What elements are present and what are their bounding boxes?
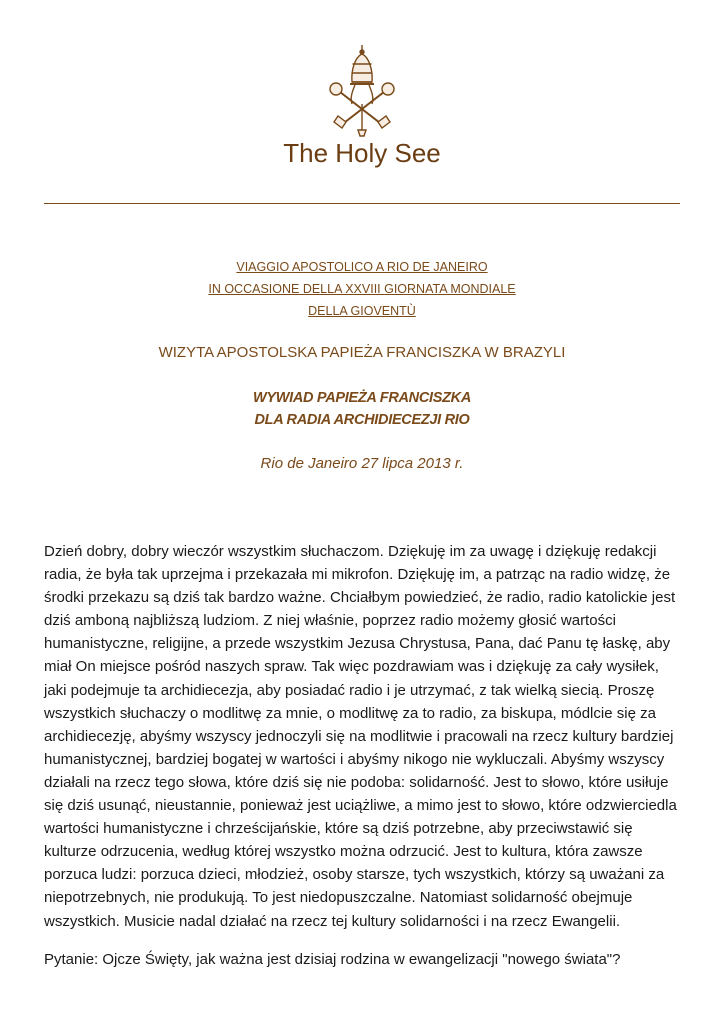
page-subtitle: WIZYTA APOSTOLSKA PAPIEŻA FRANCISZKA W BRAZYLI (158, 344, 566, 361)
body-paragraph: Dzień dobry, dobry wieczór wszystkim słuchaczom. Dziękuję im za uwagę i dziękuję redakcji radia, że była tak uprzejma i przekazała mi mikrofon. Dziękuję im, a patrząc na radio widzę, że środki przekazu są dziś tak bardzo ważne. Chciałbym powiedzieć, że radio, radio katolickie jest dziś amboną najbliższą ludziom. Z niej właśnie, poprzez radio możemy głosić wartości humanistyczne, religijne, a przede wszystkim Jezusa Chrystusa, Pana, dać Panu tę łaskę, aby miał On miejsce pośród naszych spraw. Tak więc pozdrawiam was i dziękuję za cały wysiłek, jaki podejmuje ta archidiecezja, aby posiadać radio i je utrzymać, z tak wielką siecią. Proszę wszystkich słuchaczy o modlitwę za mnie, o modlitwę za to radio, za biskupa, módlcie się za archidiecezję, abyśmy wszyscy jednoczyli się na modlitwie i pracowali na rzecz kultury bardziej humanistycznej, bardziej bogatej w wartości i abyśmy nikogo nie wykluczali. Abyśmy wszyscy działali na rzecz tego słowa, które dziś się nie podoba: solidarność. Jest to słowo, które usiłuje się dziś usunąć, nieustannie, ponieważ jest uciążliwe, a mimo jest to słowo, które odzwierciedla wartości humanistyczne i chrześcijańskie, które są dziś potrzebne, aby przeciwstawić się kulturze odrzucenia, według której wszystko można odrzucić. Jest to kultura, która zawsze porzuca ludzi: porzuca dzieci, młodzież, osoby starsze, tych wszystkich, którzy są uważani za niepotrzebnych, nie produkują. To jest niedopuszczalne. Natomiast solidarność obejmuje wszystkich. Musicie nadal działać na rzecz tej kultury solidarności i na rzecz Ewangelii. (44, 543, 677, 930)
link-viaggio-apostolico[interactable]: VIAGGIO APOSTOLICO A RIO DE JANEIRO (236, 260, 488, 274)
breadcrumb-links (0, 256, 724, 322)
papal-coat-of-arms-icon (322, 42, 402, 138)
link-giornata-mondiale[interactable]: IN OCCASIONE DELLA XXVIII GIORNATA MONDIALE (208, 282, 516, 296)
interview-title (0, 387, 724, 431)
dateline: Rio de Janeiro 27 lipca 2013 r. (260, 455, 464, 472)
interview-title-line2: DLA RADIA ARCHIDIECEZJI RIO (254, 412, 470, 428)
link-della-gioventu[interactable]: DELLA GIOVENTÙ (308, 304, 416, 318)
interview-title-line1: WYWIAD PAPIEŻA FRANCISZKA (252, 390, 472, 406)
question-paragraph: Pytanie: Ojcze Święty, jak ważna jest dzisiaj rodzina w ewangelizacji "nowego świata"? (44, 951, 621, 968)
header-divider (44, 203, 680, 204)
site-title: The Holy See (283, 138, 441, 168)
